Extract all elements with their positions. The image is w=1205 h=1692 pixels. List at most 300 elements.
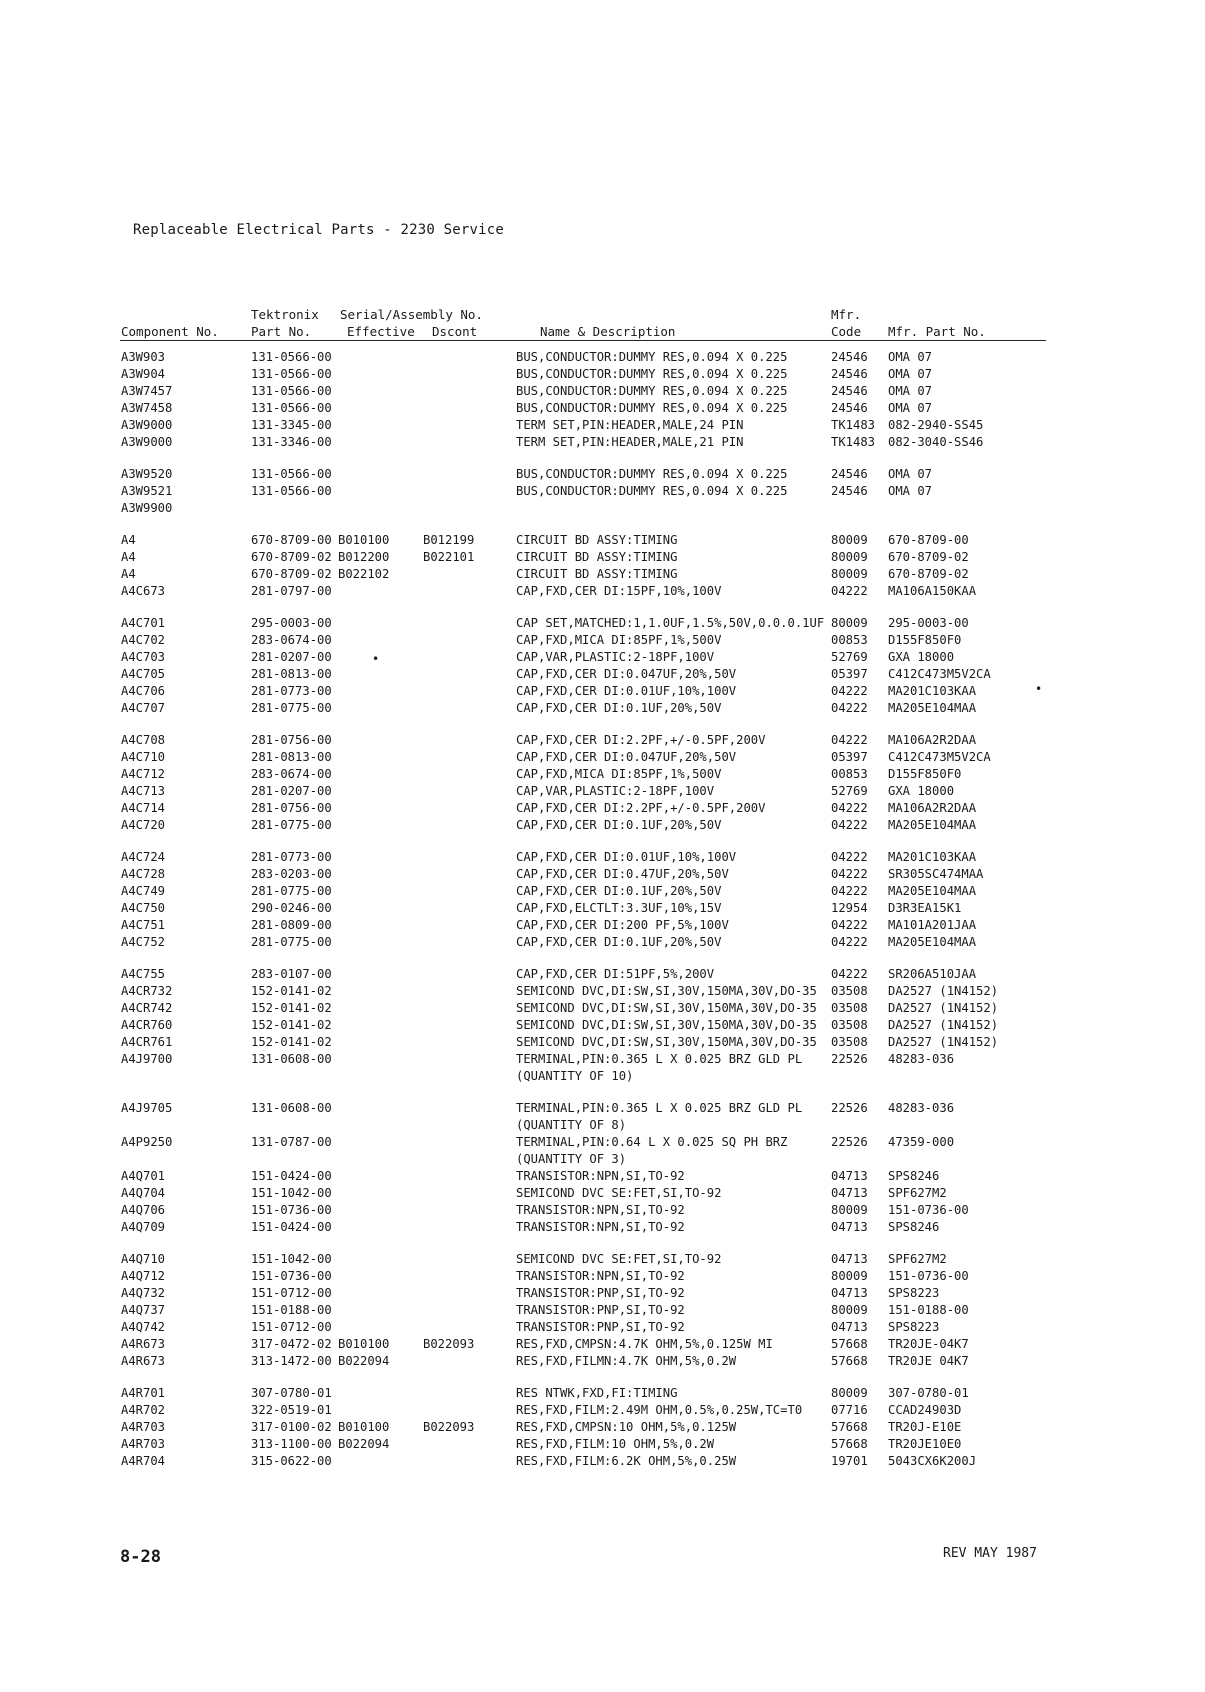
part-no-cell: 131-0566-00: [251, 484, 332, 498]
component-no-cell: A4Q701: [121, 1169, 166, 1183]
table-row: [0, 1319, 1205, 1336]
name-description-cell: BUS,CONDUCTOR:DUMMY RES,0.094 X 0.225: [516, 350, 788, 364]
component-no-cell: A3W9521: [121, 484, 173, 498]
mfr-part-no-cell: CCAD24903D: [888, 1403, 962, 1417]
part-no-cell: 670-8709-02: [251, 567, 332, 581]
mfr-part-no-cell: 48283-036: [888, 1101, 955, 1115]
table-row: [0, 1302, 1205, 1319]
table-row: [0, 1051, 1205, 1068]
part-no-cell: 322-0519-01: [251, 1403, 332, 1417]
mfr-part-no-cell: MA205E104MAA: [888, 818, 977, 832]
table-row: [0, 1402, 1205, 1419]
mfr-part-no-cell: TR20JE10E0: [888, 1437, 962, 1451]
mfr-code-cell: 00853: [831, 767, 868, 781]
name-description-cell: TRANSISTOR:NPN,SI,TO-92: [516, 1203, 685, 1217]
table-row: [0, 800, 1205, 817]
table-row: [0, 983, 1205, 1000]
revision-date: REV MAY 1987: [943, 1546, 1037, 1561]
mfr-part-no-cell: MA205E104MAA: [888, 701, 977, 715]
mfr-part-no-cell: OMA 07: [888, 384, 933, 398]
table-row: [0, 434, 1205, 451]
table-row: [0, 615, 1205, 632]
name-description-cell: CIRCUIT BD ASSY:TIMING: [516, 567, 678, 581]
name-description-cell: CAP,FXD,CER DI:0.1UF,20%,50V: [516, 818, 722, 832]
component-no-cell: A4R702: [121, 1403, 166, 1417]
mfr-part-no-cell: MA101A201JAA: [888, 918, 977, 932]
mfr-code-cell: 80009: [831, 1386, 868, 1400]
name-description-cell: CAP,FXD,MICA DI:85PF,1%,500V: [516, 767, 722, 781]
page-number: 8-28: [120, 1547, 161, 1567]
mfr-part-no-cell: SPS8246: [888, 1220, 940, 1234]
discontinued-serial-cell: B022093: [423, 1420, 475, 1434]
component-no-cell: A4C707: [121, 701, 166, 715]
header-mfr-part-no: Mfr. Part No.: [888, 324, 986, 339]
mfr-part-no-cell: MA205E104MAA: [888, 935, 977, 949]
effective-serial-cell: B010100: [338, 533, 390, 547]
name-description-cell: CAP,FXD,CER DI:0.1UF,20%,50V: [516, 701, 722, 715]
name-description-cell: TERMINAL,PIN:0.365 L X 0.025 BRZ GLD PL: [516, 1101, 803, 1115]
name-description-cell: SEMICOND DVC,DI:SW,SI,30V,150MA,30V,DO-35: [516, 1001, 817, 1015]
table-row: [0, 1168, 1205, 1185]
mfr-code-cell: 80009: [831, 533, 868, 547]
component-no-cell: A4C728: [121, 867, 166, 881]
component-no-cell: A4J9705: [121, 1101, 173, 1115]
mfr-code-cell: 57668: [831, 1437, 868, 1451]
mfr-part-no-cell: 670-8709-02: [888, 550, 969, 564]
mfr-part-no-cell: SR305SC474MAA: [888, 867, 984, 881]
name-description-cell: SEMICOND DVC,DI:SW,SI,30V,150MA,30V,DO-35: [516, 1018, 817, 1032]
name-description-cell: BUS,CONDUCTOR:DUMMY RES,0.094 X 0.225: [516, 367, 788, 381]
table-row: [0, 966, 1205, 983]
mfr-code-cell: 05397: [831, 750, 868, 764]
name-description-cell: TRANSISTOR:PNP,SI,TO-92: [516, 1303, 685, 1317]
name-description-cell: SEMICOND DVC SE:FET,SI,TO-92: [516, 1186, 722, 1200]
mfr-code-cell: 24546: [831, 350, 868, 364]
mfr-code-cell: 04222: [831, 850, 868, 864]
table-row: [0, 1336, 1205, 1353]
table-row: [0, 1385, 1205, 1402]
mfr-code-cell: 03508: [831, 984, 868, 998]
mfr-part-no-cell: SPS8223: [888, 1286, 940, 1300]
component-no-cell: A3W7458: [121, 401, 173, 415]
name-description-cell: RES,FXD,CMPSN:10 OHM,5%,0.125W: [516, 1420, 737, 1434]
part-no-cell: 670-8709-02: [251, 550, 332, 564]
mfr-part-no-cell: DA2527 (1N4152): [888, 1001, 999, 1015]
table-row: [0, 849, 1205, 866]
mfr-part-no-cell: 670-8709-00: [888, 533, 969, 547]
table-row: [0, 483, 1205, 500]
table-row: [0, 1219, 1205, 1236]
mfr-code-cell: 03508: [831, 1035, 868, 1049]
table-row: [0, 649, 1205, 666]
component-no-cell: A4C703: [121, 650, 166, 664]
mfr-code-cell: 24546: [831, 467, 868, 481]
table-row: [0, 900, 1205, 917]
table-row: [0, 1185, 1205, 1202]
parts-group: [0, 1251, 1205, 1370]
part-no-cell: 283-0674-00: [251, 767, 332, 781]
mfr-part-no-cell: MA201C103KAA: [888, 850, 977, 864]
mfr-code-cell: 52769: [831, 784, 868, 798]
table-row: [0, 783, 1205, 800]
mfr-code-cell: 80009: [831, 616, 868, 630]
mfr-part-no-cell: 151-0736-00: [888, 1269, 969, 1283]
discontinued-serial-cell: B022093: [423, 1337, 475, 1351]
mfr-part-no-cell: MA106A2R2DAA: [888, 733, 977, 747]
component-no-cell: A4Q710: [121, 1252, 166, 1266]
table-row: [0, 1000, 1205, 1017]
part-no-cell: 151-0712-00: [251, 1320, 332, 1334]
part-no-cell: 281-0775-00: [251, 884, 332, 898]
table-row: [0, 766, 1205, 783]
mfr-part-no-cell: OMA 07: [888, 484, 933, 498]
part-no-cell: 281-0797-00: [251, 584, 332, 598]
mfr-code-cell: 19701: [831, 1454, 868, 1468]
mfr-code-cell: 04713: [831, 1169, 868, 1183]
component-no-cell: A4R703: [121, 1420, 166, 1434]
mfr-code-cell: 04222: [831, 584, 868, 598]
header-effective: Effective: [347, 324, 415, 339]
name-description-cell: CAP,FXD,CER DI:0.047UF,20%,50V: [516, 667, 737, 681]
name-description-cell: RES,FXD,CMPSN:4.7K OHM,5%,0.125W MI: [516, 1337, 773, 1351]
table-row: [0, 417, 1205, 434]
name-description-cell: CAP,FXD,MICA DI:85PF,1%,500V: [516, 633, 722, 647]
name-description-cell: TERMINAL,PIN:0.64 L X 0.025 SQ PH BRZ: [516, 1135, 788, 1149]
parts-group: [0, 849, 1205, 951]
mfr-code-cell: 03508: [831, 1018, 868, 1032]
mfr-code-cell: 22526: [831, 1101, 868, 1115]
effective-serial-cell: B022102: [338, 567, 390, 581]
component-no-cell: A4R673: [121, 1354, 166, 1368]
mfr-part-no-cell: OMA 07: [888, 467, 933, 481]
part-no-cell: 317-0100-02: [251, 1420, 332, 1434]
mfr-code-cell: 57668: [831, 1337, 868, 1351]
mfr-part-no-cell: TR20JE 04K7: [888, 1354, 969, 1368]
mfr-part-no-cell: TR20JE-04K7: [888, 1337, 969, 1351]
name-description-cell: CIRCUIT BD ASSY:TIMING: [516, 533, 678, 547]
mfr-part-no-cell: MA201C103KAA: [888, 684, 977, 698]
effective-serial-cell: B010100: [338, 1420, 390, 1434]
part-no-cell: 131-0566-00: [251, 384, 332, 398]
name-description-cell: (QUANTITY OF 10): [516, 1069, 634, 1083]
mfr-part-no-cell: 47359-000: [888, 1135, 955, 1149]
table-row: [0, 1100, 1205, 1117]
name-description-cell: (QUANTITY OF 8): [516, 1118, 627, 1132]
component-no-cell: A4R704: [121, 1454, 166, 1468]
part-no-cell: 283-0674-00: [251, 633, 332, 647]
table-row: [0, 1151, 1205, 1168]
name-description-cell: CAP SET,MATCHED:1,1.0UF,1.5%,50V,0.0.0.1UF: [516, 616, 825, 630]
component-no-cell: A4Q712: [121, 1269, 166, 1283]
table-row: [0, 566, 1205, 583]
mfr-code-cell: 04713: [831, 1320, 868, 1334]
mfr-code-cell: 22526: [831, 1135, 868, 1149]
name-description-cell: CAP,FXD,CER DI:200 PF,5%,100V: [516, 918, 729, 932]
name-description-cell: BUS,CONDUCTOR:DUMMY RES,0.094 X 0.225: [516, 401, 788, 415]
header-serial-assembly: Serial/Assembly No.: [340, 307, 483, 322]
mfr-code-cell: 04222: [831, 867, 868, 881]
header-rule: [120, 340, 1046, 341]
component-no-cell: A4C714: [121, 801, 166, 815]
component-no-cell: A4J9700: [121, 1052, 173, 1066]
part-no-cell: 317-0472-02: [251, 1337, 332, 1351]
table-row: [0, 1285, 1205, 1302]
effective-serial-cell: B022094: [338, 1354, 390, 1368]
mfr-part-no-cell: 307-0780-01: [888, 1386, 969, 1400]
name-description-cell: TRANSISTOR:NPN,SI,TO-92: [516, 1269, 685, 1283]
table-row: [0, 666, 1205, 683]
mfr-part-no-cell: SPS8246: [888, 1169, 940, 1183]
mfr-part-no-cell: D3R3EA15K1: [888, 901, 962, 915]
part-no-cell: 151-0424-00: [251, 1169, 332, 1183]
mfr-part-no-cell: 5043CX6K200J: [888, 1454, 977, 1468]
parts-group: [0, 349, 1205, 451]
component-no-cell: A3W904: [121, 367, 166, 381]
name-description-cell: BUS,CONDUCTOR:DUMMY RES,0.094 X 0.225: [516, 384, 788, 398]
mfr-part-no-cell: D155F850F0: [888, 767, 962, 781]
table-row: [0, 549, 1205, 566]
part-no-cell: 281-0813-00: [251, 750, 332, 764]
mfr-part-no-cell: SPF627M2: [888, 1252, 947, 1266]
component-no-cell: A3W9900: [121, 501, 173, 515]
name-description-cell: CIRCUIT BD ASSY:TIMING: [516, 550, 678, 564]
mfr-code-cell: 07716: [831, 1403, 868, 1417]
effective-serial-cell: B022094: [338, 1437, 390, 1451]
table-row: [0, 1251, 1205, 1268]
table-row: [0, 749, 1205, 766]
part-no-cell: 283-0203-00: [251, 867, 332, 881]
header-name-description: Name & Description: [540, 324, 676, 339]
mfr-code-cell: 80009: [831, 567, 868, 581]
component-no-cell: A4Q732: [121, 1286, 166, 1300]
component-no-cell: A4R703: [121, 1437, 166, 1451]
mfr-part-no-cell: 151-0188-00: [888, 1303, 969, 1317]
mfr-part-no-cell: 151-0736-00: [888, 1203, 969, 1217]
mfr-part-no-cell: DA2527 (1N4152): [888, 1018, 999, 1032]
mfr-part-no-cell: 48283-036: [888, 1052, 955, 1066]
mfr-code-cell: 24546: [831, 484, 868, 498]
part-no-cell: 281-0809-00: [251, 918, 332, 932]
mfr-part-no-cell: 295-0003-00: [888, 616, 969, 630]
mfr-code-cell: 04222: [831, 701, 868, 715]
part-no-cell: 281-0775-00: [251, 818, 332, 832]
mfr-code-cell: 05397: [831, 667, 868, 681]
component-no-cell: A4C751: [121, 918, 166, 932]
mfr-code-cell: 22526: [831, 1052, 868, 1066]
mfr-part-no-cell: DA2527 (1N4152): [888, 1035, 999, 1049]
mfr-code-cell: 12954: [831, 901, 868, 915]
name-description-cell: RES,FXD,FILM:10 OHM,5%,0.2W: [516, 1437, 715, 1451]
mfr-code-cell: 03508: [831, 1001, 868, 1015]
component-no-cell: A4Q709: [121, 1220, 166, 1234]
table-row: [0, 934, 1205, 951]
mfr-code-cell: 04222: [831, 884, 868, 898]
mfr-part-no-cell: SPF627M2: [888, 1186, 947, 1200]
mfr-code-cell: 04713: [831, 1286, 868, 1300]
name-description-cell: TERM SET,PIN:HEADER,MALE,24 PIN: [516, 418, 744, 432]
part-no-cell: 131-0608-00: [251, 1052, 332, 1066]
mfr-part-no-cell: MA205E104MAA: [888, 884, 977, 898]
mfr-code-cell: TK1483: [831, 435, 876, 449]
name-description-cell: CAP,FXD,CER DI:0.01UF,10%,100V: [516, 684, 737, 698]
part-no-cell: 151-0736-00: [251, 1203, 332, 1217]
mfr-code-cell: 04222: [831, 801, 868, 815]
part-no-cell: 315-0622-00: [251, 1454, 332, 1468]
mfr-part-no-cell: 082-2940-SS45: [888, 418, 984, 432]
part-no-cell: 281-0775-00: [251, 701, 332, 715]
name-description-cell: CAP,FXD,CER DI:0.01UF,10%,100V: [516, 850, 737, 864]
mfr-part-no-cell: OMA 07: [888, 401, 933, 415]
mfr-code-cell: 52769: [831, 650, 868, 664]
table-row: [0, 732, 1205, 749]
part-no-cell: 131-0566-00: [251, 467, 332, 481]
table-row: [0, 366, 1205, 383]
parts-group: [0, 1100, 1205, 1236]
part-no-cell: 670-8709-00: [251, 533, 332, 547]
part-no-cell: 290-0246-00: [251, 901, 332, 915]
mfr-part-no-cell: 082-3040-SS46: [888, 435, 984, 449]
mfr-code-cell: 57668: [831, 1354, 868, 1368]
effective-serial-cell: B010100: [338, 1337, 390, 1351]
name-description-cell: TRANSISTOR:NPN,SI,TO-92: [516, 1169, 685, 1183]
mfr-code-cell: 04222: [831, 935, 868, 949]
table-row: [0, 817, 1205, 834]
component-no-cell: A4C702: [121, 633, 166, 647]
name-description-cell: CAP,FXD,CER DI:0.47UF,20%,50V: [516, 867, 729, 881]
component-no-cell: A4Q704: [121, 1186, 166, 1200]
part-no-cell: 281-0773-00: [251, 684, 332, 698]
name-description-cell: TERMINAL,PIN:0.365 L X 0.025 BRZ GLD PL: [516, 1052, 803, 1066]
component-no-cell: A4C749: [121, 884, 166, 898]
mfr-code-cell: 04713: [831, 1252, 868, 1266]
component-no-cell: A4C712: [121, 767, 166, 781]
table-row: [0, 1202, 1205, 1219]
part-no-cell: 152-0141-02: [251, 984, 332, 998]
table-row: [0, 1068, 1205, 1085]
name-description-cell: SEMICOND DVC SE:FET,SI,TO-92: [516, 1252, 722, 1266]
mfr-code-cell: 24546: [831, 367, 868, 381]
part-no-cell: 281-0773-00: [251, 850, 332, 864]
part-no-cell: 151-0736-00: [251, 1269, 332, 1283]
part-no-cell: 131-0608-00: [251, 1101, 332, 1115]
mfr-code-cell: 04713: [831, 1186, 868, 1200]
name-description-cell: RES,FXD,FILM:6.2K OHM,5%,0.25W: [516, 1454, 737, 1468]
part-no-cell: 283-0107-00: [251, 967, 332, 981]
mfr-part-no-cell: TR20J-E10E: [888, 1420, 962, 1434]
mfr-part-no-cell: GXA 18000: [888, 784, 955, 798]
part-no-cell: 131-0566-00: [251, 367, 332, 381]
parts-group: [0, 532, 1205, 600]
name-description-cell: CAP,FXD,CER DI:15PF,10%,100V: [516, 584, 722, 598]
mfr-part-no-cell: SR206A510JAA: [888, 967, 977, 981]
component-no-cell: A4R701: [121, 1386, 166, 1400]
name-description-cell: (QUANTITY OF 3): [516, 1152, 627, 1166]
table-row: [0, 632, 1205, 649]
part-no-cell: 131-3345-00: [251, 418, 332, 432]
table-row: [0, 400, 1205, 417]
parts-group: [0, 615, 1205, 717]
mfr-code-cell: 04222: [831, 918, 868, 932]
table-row: [0, 383, 1205, 400]
part-no-cell: 131-0787-00: [251, 1135, 332, 1149]
part-no-cell: 151-0712-00: [251, 1286, 332, 1300]
component-no-cell: A3W903: [121, 350, 166, 364]
discontinued-serial-cell: B022101: [423, 550, 475, 564]
mfr-code-cell: 24546: [831, 401, 868, 415]
part-no-cell: 152-0141-02: [251, 1018, 332, 1032]
mfr-part-no-cell: GXA 18000: [888, 650, 955, 664]
component-no-cell: A4: [121, 533, 136, 547]
header-mfr: Mfr.: [831, 307, 862, 322]
mfr-code-cell: 04222: [831, 733, 868, 747]
table-row: [0, 466, 1205, 483]
part-no-cell: 151-1042-00: [251, 1252, 332, 1266]
parts-group: [0, 732, 1205, 834]
effective-serial-cell: B012200: [338, 550, 390, 564]
component-no-cell: A4: [121, 567, 136, 581]
component-no-cell: A4C752: [121, 935, 166, 949]
table-row: [0, 1017, 1205, 1034]
mfr-part-no-cell: DA2527 (1N4152): [888, 984, 999, 998]
mfr-code-cell: 80009: [831, 1303, 868, 1317]
table-row: [0, 1436, 1205, 1453]
header-tektronix: Tektronix: [251, 307, 319, 322]
mfr-part-no-cell: SPS8223: [888, 1320, 940, 1334]
component-no-cell: A4P9250: [121, 1135, 173, 1149]
name-description-cell: CAP,FXD,CER DI:0.1UF,20%,50V: [516, 884, 722, 898]
table-row: [0, 1268, 1205, 1285]
table-row: [0, 917, 1205, 934]
table-row: [0, 583, 1205, 600]
component-no-cell: A4CR760: [121, 1018, 173, 1032]
table-row: [0, 500, 1205, 517]
mfr-code-cell: 00853: [831, 633, 868, 647]
name-description-cell: CAP,FXD,CER DI:0.1UF,20%,50V: [516, 935, 722, 949]
component-no-cell: A3W7457: [121, 384, 173, 398]
table-row: [0, 866, 1205, 883]
mfr-part-no-cell: OMA 07: [888, 367, 933, 381]
part-no-cell: 281-0207-00: [251, 650, 332, 664]
component-no-cell: A4C705: [121, 667, 166, 681]
parts-table: [0, 349, 1205, 1485]
mfr-part-no-cell: OMA 07: [888, 350, 933, 364]
name-description-cell: RES NTWK,FXD,FI:TIMING: [516, 1386, 678, 1400]
part-no-cell: 151-0188-00: [251, 1303, 332, 1317]
part-no-cell: 281-0207-00: [251, 784, 332, 798]
name-description-cell: TRANSISTOR:NPN,SI,TO-92: [516, 1220, 685, 1234]
component-no-cell: A4C708: [121, 733, 166, 747]
mfr-code-cell: 24546: [831, 384, 868, 398]
component-no-cell: A4Q742: [121, 1320, 166, 1334]
table-row: [0, 1453, 1205, 1470]
component-no-cell: A4C673: [121, 584, 166, 598]
name-description-cell: CAP,FXD,CER DI:2.2PF,+/-0.5PF,200V: [516, 733, 766, 747]
part-no-cell: 281-0813-00: [251, 667, 332, 681]
name-description-cell: BUS,CONDUCTOR:DUMMY RES,0.094 X 0.225: [516, 484, 788, 498]
name-description-cell: TRANSISTOR:PNP,SI,TO-92: [516, 1286, 685, 1300]
table-row: [0, 1134, 1205, 1151]
table-row: [0, 883, 1205, 900]
name-description-cell: TERM SET,PIN:HEADER,MALE,21 PIN: [516, 435, 744, 449]
component-no-cell: A4C706: [121, 684, 166, 698]
part-no-cell: 152-0141-02: [251, 1001, 332, 1015]
name-description-cell: CAP,FXD,CER DI:0.047UF,20%,50V: [516, 750, 737, 764]
mfr-code-cell: 80009: [831, 1269, 868, 1283]
mfr-part-no-cell: C412C473M5V2CA: [888, 750, 991, 764]
name-description-cell: SEMICOND DVC,DI:SW,SI,30V,150MA,30V,DO-35: [516, 1035, 817, 1049]
table-row: [0, 1117, 1205, 1134]
part-no-cell: 131-0566-00: [251, 350, 332, 364]
